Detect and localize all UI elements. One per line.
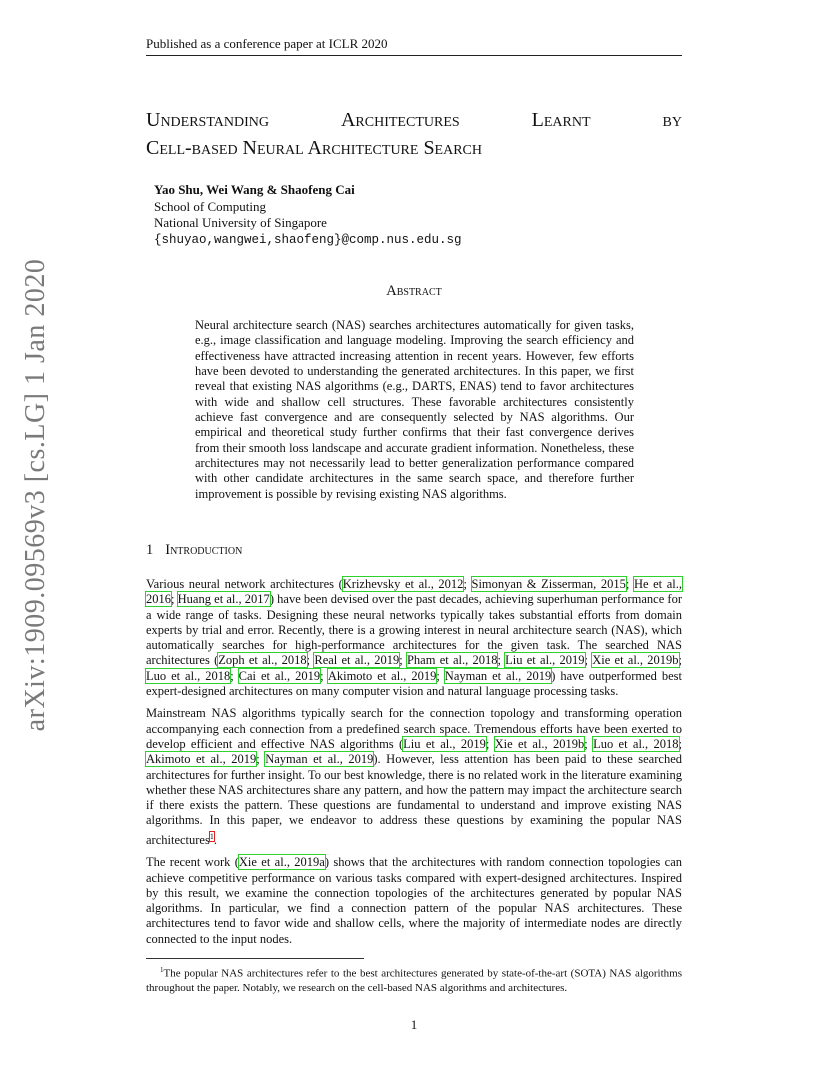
citation-link[interactable]: Nayman et al., 2019 <box>444 668 552 683</box>
citation-link[interactable]: Xie et al., 2019b <box>592 653 679 668</box>
title-word: Learnt <box>531 109 591 131</box>
section-title: Introduction <box>165 542 243 558</box>
paragraph <box>146 577 682 699</box>
citation-link[interactable]: Cai et al., 2019 <box>238 668 321 683</box>
section-number: 1 <box>146 542 154 558</box>
citation-link[interactable]: Simonyan & Zisserman, 2015 <box>471 577 626 591</box>
intro-body <box>146 577 682 954</box>
text-run: Various neural network architectures ( <box>146 577 343 591</box>
footnote-text: The popular NAS architectures refer to the best architectures generated by state-of-the-art (SOTA) NAS algorithms throughout the paper. Notably, we research on the cell-based NAS algorithms and architectures. <box>146 967 682 994</box>
author-email: {shuyao,wangwei,shaofeng}@comp.nus.edu.sg <box>154 232 462 247</box>
paragraph <box>146 855 682 947</box>
title-word: Understanding <box>146 109 269 131</box>
title-word: Architectures <box>340 109 460 131</box>
page-number: 1 <box>410 1017 418 1032</box>
text-run: ; <box>399 653 407 668</box>
citation-link[interactable]: Pham et al., 2018 <box>406 653 498 668</box>
citation-link[interactable]: Luo et al., 2018 <box>146 668 231 683</box>
text-run: ; <box>485 736 495 751</box>
text-run: ; <box>436 668 445 683</box>
title-line-1 <box>146 106 682 134</box>
footnote-marker[interactable]: 1 <box>209 831 214 841</box>
footnote-divider <box>146 958 364 959</box>
text-run: ; <box>256 752 266 767</box>
citation-link[interactable]: Luo et al., 2018 <box>593 736 679 751</box>
text-run: ; <box>306 653 315 668</box>
abstract-text: Neural architecture search (NAS) searches architectures automatically for given tasks, e.g., image classification and language modeling. Improving the search efficiency and effectiveness have attracted increasing attention in recent years. However, few efforts have been devoted to understanding the generated architectures. In this paper, we first reveal that existing NAS algorithms (e.g., DARTS, ENAS) tend to favor architectures with wide and shallow cell structures. These favorable architectures consistently achieve fast convergence and are consequently selected by NAS algorithms. Our empirical and theoretical study further confirms that their fast convergence derives from their smooth loss landscape and accurate gradient information. Nonetheless, these architectures may not necessarily lead to better generalization performance compared with other candidate architectures in the same search space, and therefore further improvement is possible by revising existing NAS algorithms. <box>195 318 634 501</box>
text-run: ; <box>678 736 682 751</box>
citation-link[interactable]: He et al., 2016 <box>146 577 682 607</box>
author-block <box>154 182 462 248</box>
arxiv-id: arXiv:1909.09569v3 [cs.LG] 1 Jan 2020 <box>20 258 51 732</box>
title-line-2: Cell-based Neural Architecture Search <box>146 137 483 159</box>
abstract-heading: Abstract <box>386 283 442 299</box>
text-run: Mainstream NAS algorithms typically search for the connection topology and transforming operation accompanying each connection from a predefined search space. Tremendous efforts have been exerted to develop efficient and effective NAS algorithms ( <box>146 706 682 751</box>
citation-link[interactable]: Xie et al., 2019a <box>238 855 325 870</box>
text-run: ) have outperformed best expert-designed architectures on many computer vision and natural language processing tasks. <box>146 668 682 699</box>
citation-link[interactable]: Nayman et al., 2019 <box>265 752 374 767</box>
text-run: ). However, less attention has been paid to these searched architectures for further insight. To our best knowledge, there is no related work in the literature examining whether these NAS architectures share any pattern, and how the pattern may impact the architecture search if there exists the pattern. These questions are fundamental to understand and improve existing NAS algorithms. In this paper, we endeavor to address these questions by examining the popular NAS architectures <box>146 752 682 847</box>
conference-header: Published as a conference paper at ICLR 2020 <box>146 36 682 56</box>
text-run: ; <box>678 653 683 668</box>
citation-link[interactable]: Akimoto et al., 2019 <box>327 668 437 683</box>
paper-title <box>146 106 682 162</box>
text-run: ; <box>230 668 239 683</box>
text-run: ; <box>320 668 328 683</box>
text-run: ; <box>463 577 472 591</box>
citation-link[interactable]: Xie et al., 2019b <box>494 736 585 751</box>
citation-link[interactable]: Real et al., 2019 <box>314 653 400 668</box>
author-names: Yao Shu, Wei Wang & Shaofeng Cai <box>154 182 355 197</box>
citation-link[interactable]: Akimoto et al., 2019 <box>146 752 257 767</box>
text-run: The recent work ( <box>146 855 239 870</box>
text-run: ) have been devised over the past decades, achieving superhuman performance for a wide range of tasks. Designing these neural networks typically takes substantial efforts from domain experts by trial and error. Recently, there is a growing interest in neural architecture search (NAS), which automatically searches for high-performance architectures for the given task. The searched NAS architectures ( <box>146 592 682 668</box>
arxiv-watermark <box>10 258 62 732</box>
citation-link[interactable]: Liu et al., 2019 <box>505 653 585 668</box>
text-run: ; <box>584 653 593 668</box>
text-run: ) shows that the architectures with random connection topologies can achieve competitive performance on various tasks compared with expert-designed architectures. Inspired by this result, we examine the connection topologies of the architectures generated by popular NAS algorithms. In particular, we find a connection pattern of the popular NAS architectures. These architectures tend to favor wide and shallow cells, where the majority of intermediate nodes are directly connected to the input nodes. <box>146 855 682 946</box>
affiliation-department: School of Computing <box>154 198 266 214</box>
footnote <box>146 963 682 995</box>
text-run: . <box>213 832 217 847</box>
citation-link[interactable]: Huang et al., 2017 <box>177 592 270 607</box>
title-word: by <box>662 109 682 131</box>
affiliation-university: National University of Singapore <box>154 215 327 230</box>
citation-link[interactable]: Zoph et al., 2018 <box>218 653 307 668</box>
citation-link[interactable]: Liu et al., 2019 <box>403 736 486 751</box>
citation-link[interactable]: Krizhevsky et al., 2012 <box>342 577 464 591</box>
text-run: ; <box>497 653 506 668</box>
section-heading <box>146 542 242 559</box>
text-run: ; <box>584 736 594 751</box>
paragraph <box>146 706 682 848</box>
text-run: ; <box>171 592 178 607</box>
footnote-number: 1 <box>160 966 164 974</box>
text-run: ; <box>625 577 634 591</box>
